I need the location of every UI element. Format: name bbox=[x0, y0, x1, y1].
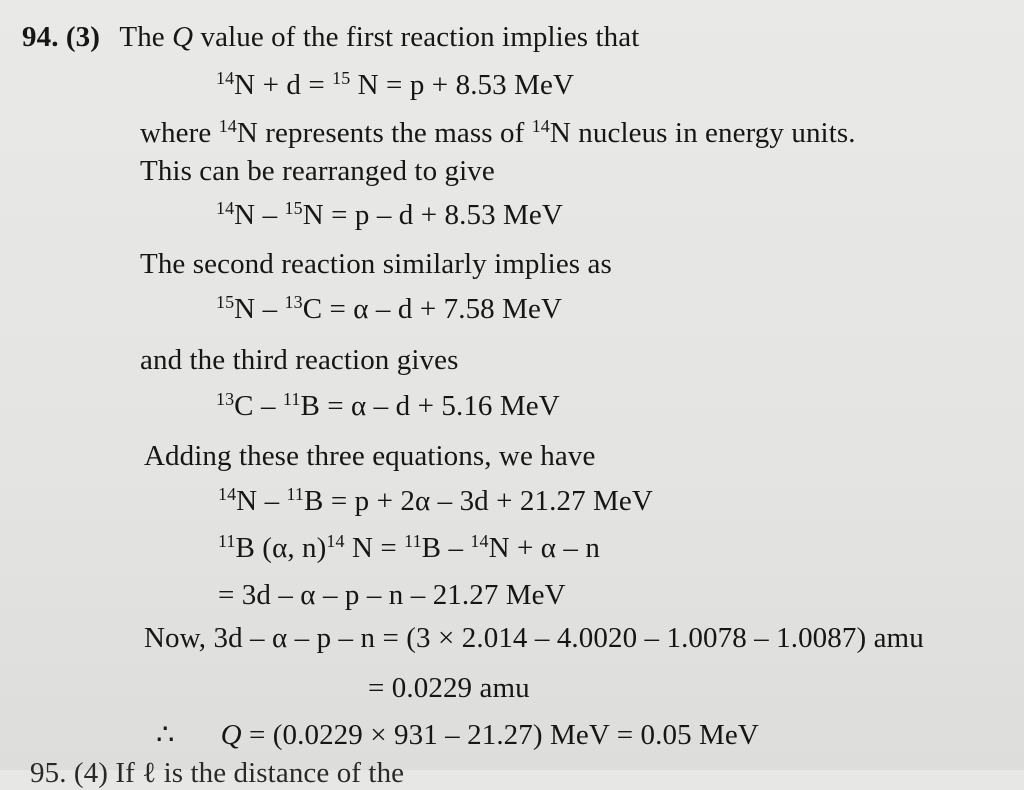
q-symbol: Q bbox=[172, 21, 194, 53]
equation-3: $^{15}$N – $^{13}$C = α – d + 7.58 MeV bbox=[216, 292, 563, 325]
equation-7: = 3d – α – p – n – 21.27 MeV bbox=[218, 579, 566, 611]
equation-2: $^{14}$N – $^{15}$N = p – d + 8.53 MeV bbox=[216, 198, 563, 231]
adding-sentence: Adding these three equations, we have bbox=[144, 440, 596, 472]
equation-6: $^{11}$B (α, n)$^{14}$ N = $^{11}$B – $^{14}$N + α – n bbox=[218, 531, 600, 564]
rearrange-sentence: This can be rearranged to give bbox=[140, 155, 495, 187]
where-sentence: where $^{14}$N represents the mass of $^{14}$N nucleus in energy units. bbox=[140, 116, 856, 149]
next-problem-fragment: 95. (4) If ℓ is the distance of the bbox=[30, 757, 405, 789]
therefore-symbol: ∴ bbox=[156, 719, 175, 751]
final-answer: ∴ Q = (0.0229 × 931 – 21.27) MeV = 0.05 MeV bbox=[156, 719, 759, 751]
equation-4: $^{13}$C – $^{11}$B = α – d + 5.16 MeV bbox=[216, 389, 560, 422]
third-reaction-sentence: and the third reaction gives bbox=[140, 344, 459, 376]
equation-1: $^{14}$N + d = $^{15}$ N = p + 8.53 MeV bbox=[216, 68, 574, 101]
second-reaction-sentence: The second reaction similarly implies as bbox=[140, 248, 612, 280]
equation-5: $^{14}$N – $^{11}$B = p + 2α – 3d + 21.27 MeV bbox=[218, 484, 653, 517]
equation-8: Now, 3d – α – p – n = (3 × 2.014 – 4.0020 – 1.0078 – 1.0087) amu bbox=[144, 622, 924, 654]
problem-header: 94. (3) The Q value of the first reaction implies that bbox=[22, 21, 640, 53]
problem-number: 94. (3) bbox=[22, 21, 101, 53]
equation-9: = 0.0229 amu bbox=[368, 672, 530, 704]
